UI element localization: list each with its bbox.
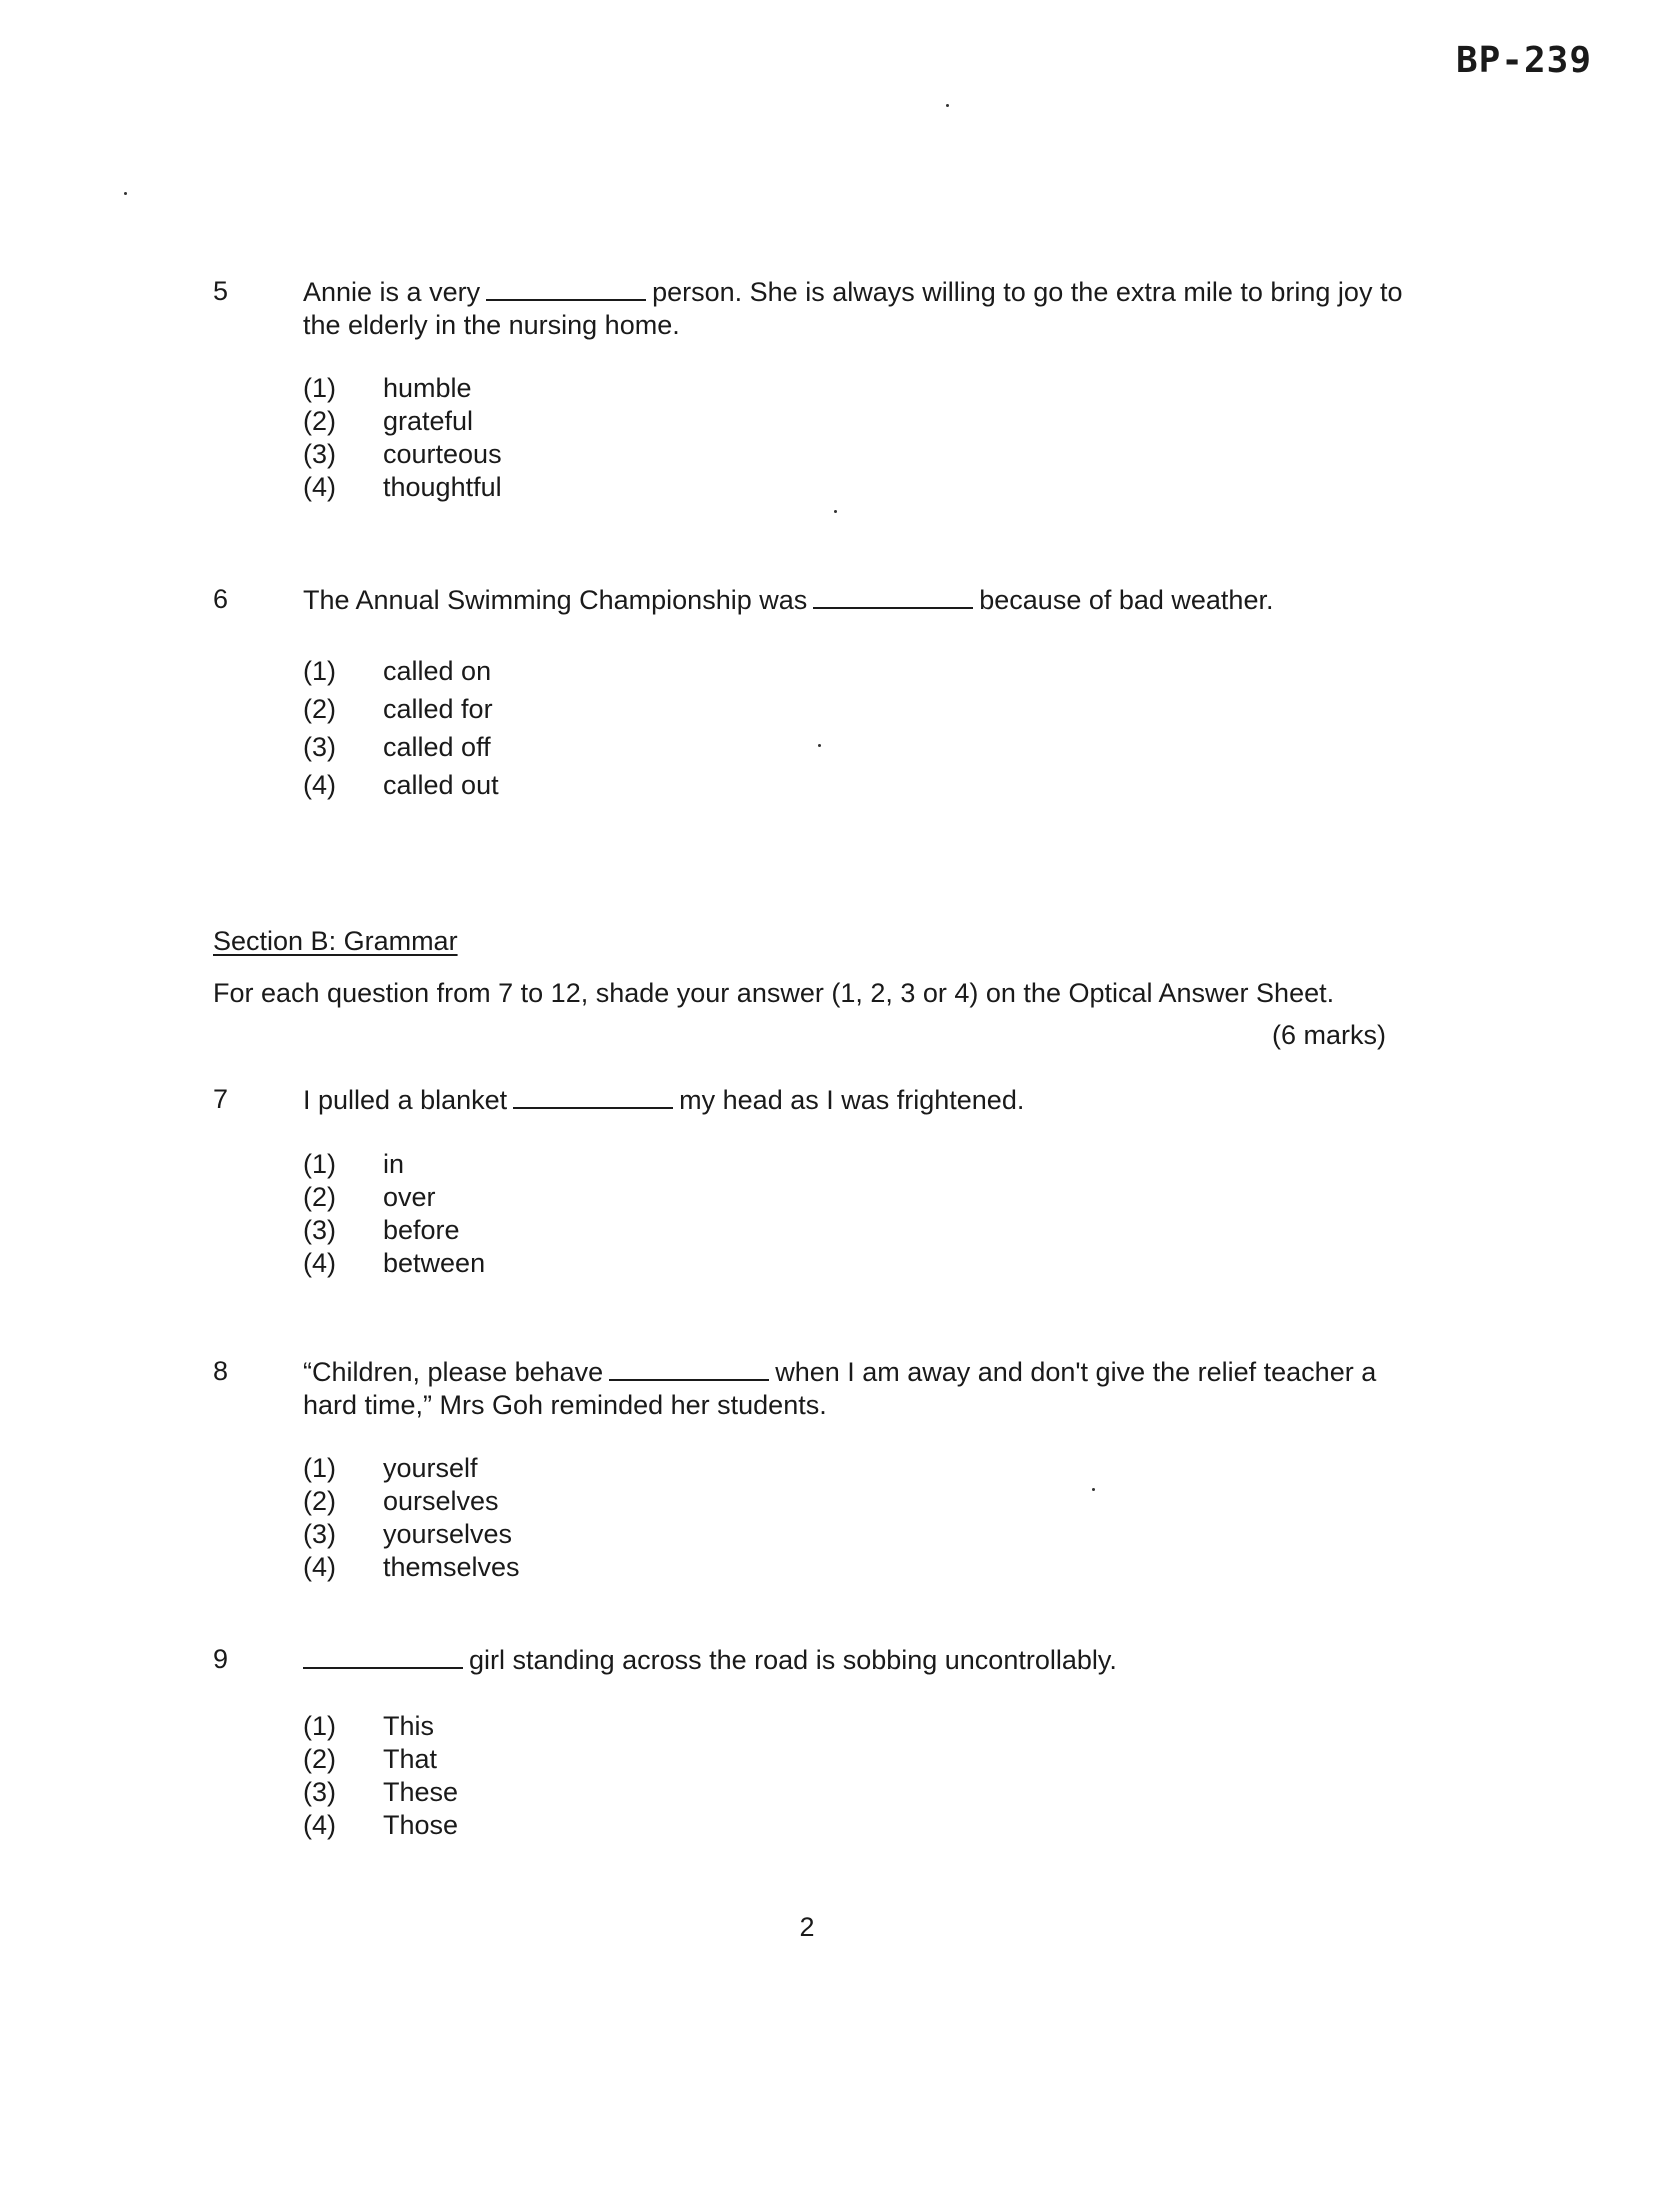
option-number: (4) bbox=[303, 1552, 336, 1582]
option-number: (4) bbox=[303, 472, 336, 502]
question-number: 6 bbox=[213, 584, 229, 614]
option-number: (2) bbox=[303, 406, 336, 436]
option-item bbox=[303, 1518, 520, 1551]
question-number: 7 bbox=[213, 1084, 229, 1114]
answer-blank bbox=[813, 585, 973, 609]
option-item bbox=[303, 1148, 485, 1181]
question-stem bbox=[303, 276, 1403, 342]
answer-blank bbox=[609, 1357, 769, 1381]
option-item bbox=[303, 471, 502, 504]
question-number: 9 bbox=[213, 1644, 229, 1674]
option-number: (2) bbox=[303, 694, 336, 724]
question-number: 8 bbox=[213, 1356, 229, 1386]
option-text: grateful bbox=[383, 406, 474, 436]
option-item bbox=[303, 1181, 485, 1214]
option-text: called off bbox=[383, 732, 491, 762]
stem-text-after: person. She is always willing to go the extra mile to bring joy to the elderly in the nursing home. bbox=[303, 277, 1403, 340]
scan-speck bbox=[834, 510, 837, 513]
option-text: over bbox=[383, 1182, 436, 1212]
option-number: (2) bbox=[303, 1182, 336, 1212]
option-item bbox=[303, 1743, 458, 1776]
option-list bbox=[303, 1148, 485, 1280]
stem-text-after: my head as I was frightened. bbox=[679, 1085, 1025, 1115]
answer-blank bbox=[303, 1645, 463, 1669]
option-number: (3) bbox=[303, 1215, 336, 1245]
option-item bbox=[303, 690, 499, 728]
stem-text-before: “Children, please behave bbox=[303, 1357, 604, 1387]
option-text: themselves bbox=[383, 1552, 520, 1582]
option-text: That bbox=[383, 1744, 438, 1774]
question-stem bbox=[303, 1356, 1403, 1422]
option-text: yourselves bbox=[383, 1519, 513, 1549]
option-text: These bbox=[383, 1777, 459, 1807]
option-number: (1) bbox=[303, 373, 336, 403]
question-stem bbox=[303, 1644, 1403, 1677]
option-item bbox=[303, 652, 499, 690]
option-number: (3) bbox=[303, 1777, 336, 1807]
section-marks: (6 marks) bbox=[1272, 1020, 1386, 1050]
option-list bbox=[303, 1452, 520, 1584]
option-item bbox=[303, 728, 499, 766]
option-text: between bbox=[383, 1248, 486, 1278]
option-number: (4) bbox=[303, 770, 336, 800]
option-number: (2) bbox=[303, 1486, 336, 1516]
question-stem bbox=[303, 584, 1403, 617]
scan-speck bbox=[818, 744, 821, 747]
option-item bbox=[303, 1551, 520, 1584]
option-item bbox=[303, 405, 502, 438]
option-item bbox=[303, 766, 499, 804]
question-number: 5 bbox=[213, 276, 229, 306]
section-instructions: For each question from 7 to 12, shade your answer (1, 2, 3 or 4) on the Optical Answer Sheet. bbox=[213, 978, 1335, 1008]
section-title: Section B: Grammar bbox=[213, 926, 458, 956]
option-item bbox=[303, 1247, 485, 1280]
option-text: yourself bbox=[383, 1453, 478, 1483]
scan-speck bbox=[1092, 1488, 1095, 1491]
option-number: (1) bbox=[303, 1453, 336, 1483]
stem-text-before: The Annual Swimming Championship was bbox=[303, 585, 808, 615]
stem-text-after: because of bad weather. bbox=[979, 585, 1274, 615]
option-item bbox=[303, 1710, 458, 1743]
option-text: humble bbox=[383, 373, 472, 403]
option-item bbox=[303, 372, 502, 405]
option-list bbox=[303, 1710, 458, 1842]
stem-text-before: I pulled a blanket bbox=[303, 1085, 508, 1115]
option-text: courteous bbox=[383, 439, 502, 469]
scan-speck bbox=[946, 104, 949, 107]
question-stem bbox=[303, 1084, 1403, 1117]
option-text: called out bbox=[383, 770, 499, 800]
option-item bbox=[303, 438, 502, 471]
option-number: (2) bbox=[303, 1744, 336, 1774]
option-text: before bbox=[383, 1215, 460, 1245]
option-number: (3) bbox=[303, 1519, 336, 1549]
option-number: (4) bbox=[303, 1810, 336, 1840]
stem-text-after: girl standing across the road is sobbing uncontrollably. bbox=[469, 1645, 1117, 1675]
option-text: called for bbox=[383, 694, 493, 724]
page-code: BP-239 bbox=[1455, 40, 1592, 81]
option-text: This bbox=[383, 1711, 435, 1741]
option-text: thoughtful bbox=[383, 472, 502, 502]
option-item bbox=[303, 1214, 485, 1247]
scan-speck bbox=[124, 192, 127, 195]
option-list bbox=[303, 372, 502, 504]
option-number: (4) bbox=[303, 1248, 336, 1278]
answer-blank bbox=[486, 277, 646, 301]
stem-text-after: when I am away and don't give the relief teacher a hard time,” Mrs Goh reminded her students. bbox=[303, 1357, 1377, 1420]
option-item bbox=[303, 1485, 520, 1518]
option-item bbox=[303, 1809, 458, 1842]
option-text: Those bbox=[383, 1810, 459, 1840]
option-item bbox=[303, 1452, 520, 1485]
answer-blank bbox=[513, 1085, 673, 1109]
option-text: in bbox=[383, 1149, 405, 1179]
option-text: ourselves bbox=[383, 1486, 499, 1516]
option-item bbox=[303, 1776, 458, 1809]
option-number: (1) bbox=[303, 1149, 336, 1179]
option-text: called on bbox=[383, 656, 492, 686]
option-number: (3) bbox=[303, 732, 336, 762]
option-list bbox=[303, 652, 499, 804]
option-number: (1) bbox=[303, 1711, 336, 1741]
option-number: (3) bbox=[303, 439, 336, 469]
stem-text-before: Annie is a very bbox=[303, 277, 481, 307]
page-number: 2 bbox=[799, 1912, 815, 1942]
option-number: (1) bbox=[303, 656, 336, 686]
